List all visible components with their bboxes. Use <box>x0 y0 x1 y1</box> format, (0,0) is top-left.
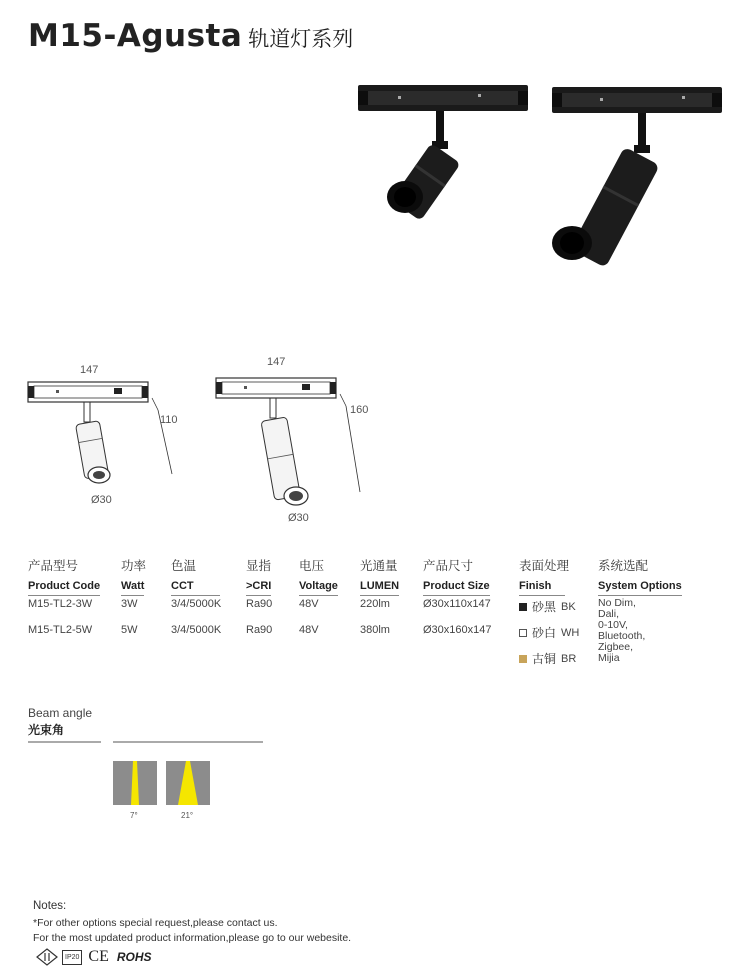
col-header-cn: 色温 <box>171 558 197 573</box>
ce-mark: CE <box>88 948 109 965</box>
table-cell: Ra90 <box>246 624 273 636</box>
col-header-cn: 显指 <box>246 558 272 573</box>
col-header-en: System Options <box>598 580 682 596</box>
large-spotlight-image <box>552 87 722 268</box>
col-header-cn: 产品尺寸 <box>423 558 474 573</box>
notes-line: For the most updated product information,please go to our webesite. <box>33 932 352 944</box>
table-cell: 48V <box>299 598 319 610</box>
finish-code: BK <box>561 600 576 613</box>
finish-code: BR <box>561 652 577 665</box>
small-width-label: 147 <box>80 364 99 376</box>
col-cct <box>171 556 222 636</box>
table-cell: 48V <box>299 624 319 636</box>
col-header-cn: 系统选配 <box>598 558 649 573</box>
col-header-en: >CRI <box>246 580 271 596</box>
table-cell: 3/4/5000K <box>171 624 222 636</box>
table-cell: 380lm <box>360 624 390 636</box>
finish-name: 古铜 <box>532 652 557 666</box>
finish-swatch <box>519 655 527 663</box>
table-cell: 3W <box>121 598 138 610</box>
table-cell: 3/4/5000K <box>171 598 222 610</box>
col-header-cn: 功率 <box>121 558 147 573</box>
col-finish <box>519 556 580 666</box>
beam-7-icon <box>113 761 157 805</box>
col-lumen <box>360 556 400 636</box>
notes-line: *For other options special request,please contact us. <box>33 917 278 929</box>
small-diameter-label: Ø30 <box>91 494 112 506</box>
model-name: M15-Agusta <box>28 18 243 54</box>
system-option: Zigbee, <box>598 641 634 653</box>
rohs-mark: ROHS <box>116 950 152 964</box>
col-header-en: Product Size <box>423 580 490 596</box>
small-height-label: 110 <box>160 414 178 426</box>
finish-option-wh <box>519 624 579 641</box>
series-name: 轨道灯系列 <box>248 27 354 51</box>
product-photo <box>350 75 730 275</box>
certifications <box>36 948 152 966</box>
beam-7-label: 7° <box>130 811 138 820</box>
finish-swatch <box>519 603 527 611</box>
col-header-cn: 表面处理 <box>519 558 570 573</box>
table-cell: Ø30x110x147 <box>423 598 491 610</box>
small-spotlight-image <box>358 85 528 221</box>
finish-option-bk <box>519 598 576 615</box>
col-cri <box>246 556 273 636</box>
system-option: Mijia <box>598 652 620 664</box>
divider <box>28 741 101 743</box>
finish-name: 砂白 <box>532 626 557 640</box>
beam-21-label: 21° <box>181 811 194 820</box>
notes-section <box>33 900 351 946</box>
beam-21-icon <box>166 761 210 805</box>
col-header-en: CCT <box>171 580 220 596</box>
finish-swatch <box>519 629 527 637</box>
large-width-label: 147 <box>267 356 286 368</box>
table-cell: 5W <box>121 624 138 636</box>
col-watt <box>121 556 147 636</box>
table-cell: M15-TL2-3W <box>28 598 93 610</box>
beam-21-diagram <box>166 761 210 805</box>
system-option: No Dim, <box>598 597 636 609</box>
col-header-en: Voltage <box>299 580 338 596</box>
small-dimension-drawing <box>26 374 196 494</box>
finish-name: 砂黑 <box>532 600 557 614</box>
finish-code: WH <box>561 626 580 639</box>
large-dimension-drawing <box>214 370 384 518</box>
large-height-label: 160 <box>350 404 369 416</box>
system-option: Bluetooth, <box>598 630 646 642</box>
col-product-size <box>423 556 492 636</box>
system-option: 0-10V, <box>598 619 628 631</box>
page-title <box>28 18 353 54</box>
system-options-list <box>598 598 645 664</box>
col-header-en: Watt <box>121 580 144 596</box>
col-header-en: Finish <box>519 580 565 596</box>
col-system-options <box>598 556 682 664</box>
col-header-cn: 产品型号 <box>28 558 79 573</box>
col-voltage <box>299 556 338 636</box>
ip20-badge: IP20 <box>62 950 82 965</box>
table-cell: M15-TL2-5W <box>28 624 93 636</box>
divider <box>113 741 263 743</box>
beam-7-diagram <box>113 761 157 805</box>
class-ii-diamond-icon <box>36 948 58 966</box>
table-cell: 220lm <box>360 598 390 610</box>
finish-option-br <box>519 650 576 667</box>
col-header-en: LUMEN <box>360 580 399 596</box>
notes-heading: Notes: <box>33 900 67 912</box>
beam-angle-label-en: Beam angle <box>28 706 93 720</box>
beam-angle-label-cn: 光束角 <box>28 723 65 737</box>
col-header-en: Product Code <box>28 580 100 596</box>
col-header-cn: 电压 <box>299 558 325 573</box>
system-option: Dali, <box>598 608 620 620</box>
large-diameter-label: Ø30 <box>288 512 309 524</box>
table-cell: Ra90 <box>246 598 273 610</box>
table-cell: Ø30x160x147 <box>423 624 492 636</box>
col-header-cn: 光通量 <box>360 558 398 573</box>
col-product-code <box>28 556 101 636</box>
